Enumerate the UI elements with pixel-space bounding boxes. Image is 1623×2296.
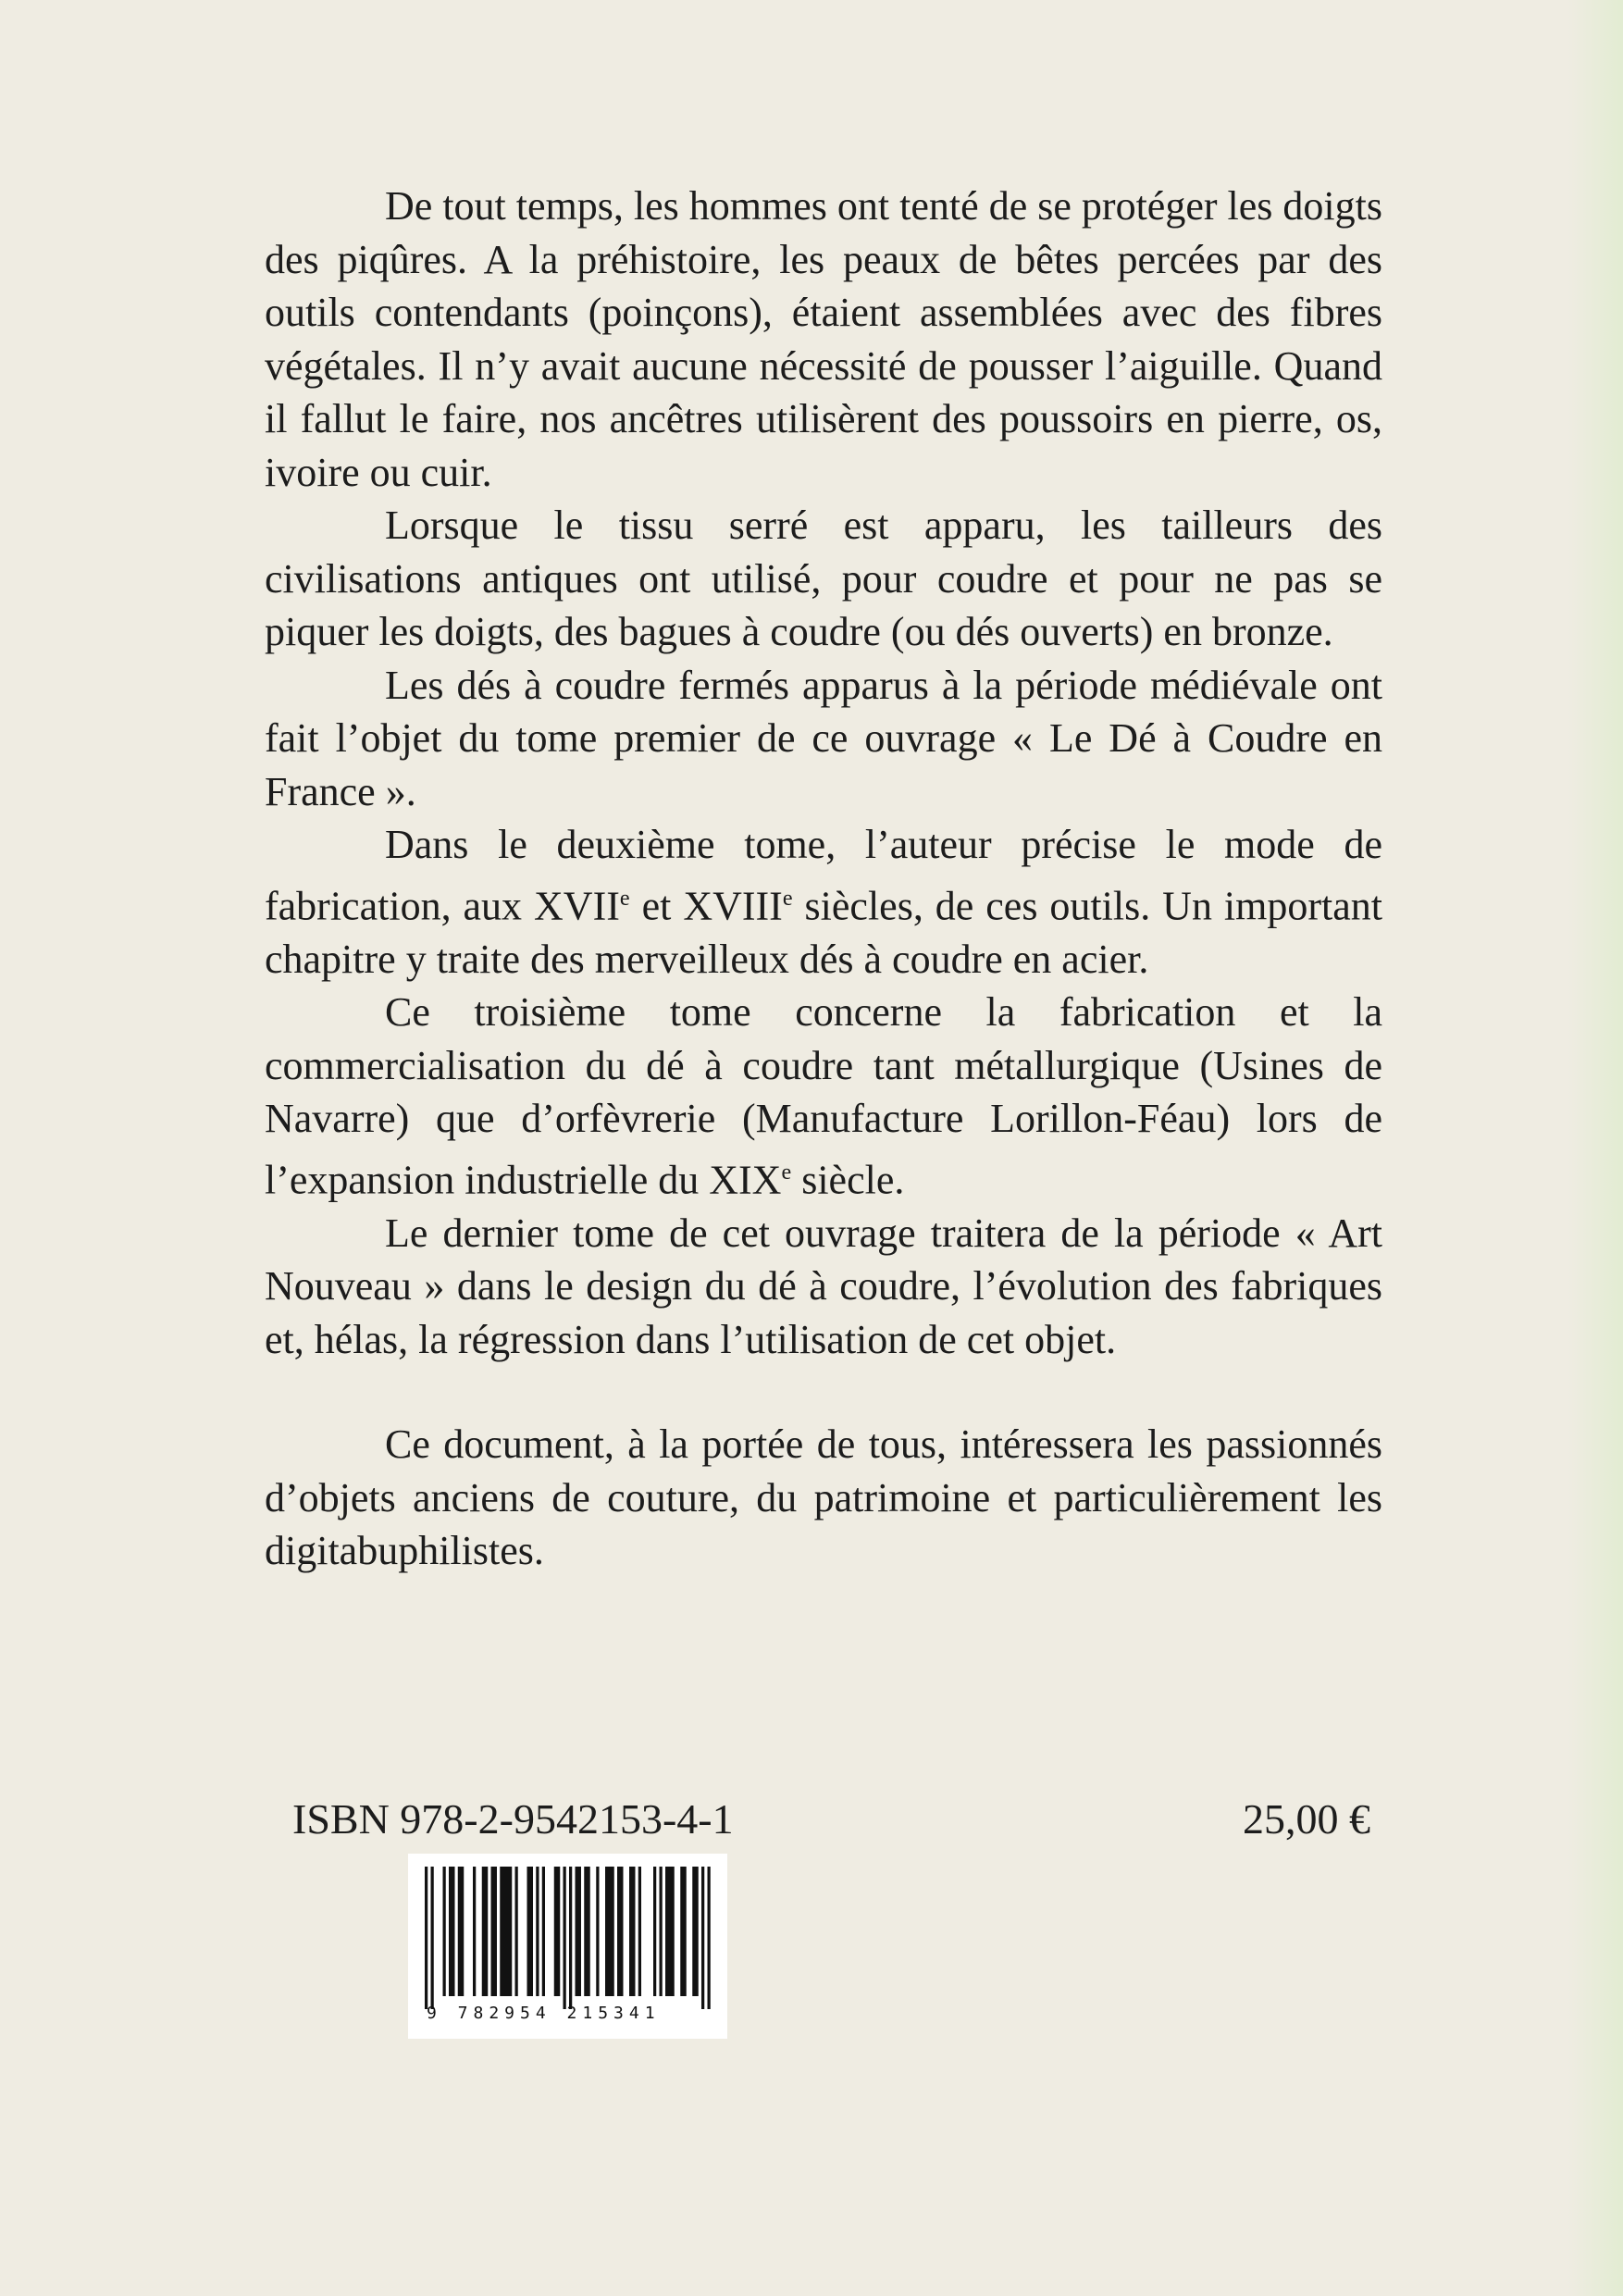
paragraph-3: Les dés à coudre fermés apparus à la période médiévale ont fait l’objet du tome premier de ce ouvrage « Le Dé à Coudre en France ». (265, 662, 1382, 814)
barcode-bar (449, 1867, 455, 1996)
barcode-bar (596, 1867, 599, 1996)
barcode-bar (564, 1867, 566, 2009)
isbn-number: ISBN 978-2-9542153-4-1 (292, 1795, 734, 1843)
barcode-bar (569, 1867, 572, 2009)
barcode-bar (542, 1867, 545, 1996)
page-edge-tint (1567, 0, 1623, 2296)
barcode-bar (692, 1867, 699, 1996)
barcode-bar (653, 1867, 656, 1996)
price: 25,00 € (1243, 1795, 1370, 1843)
paragraph-7: Ce document, à la portée de tous, intéressera les passionnés d’objets anciens de couture, du patrimoine et particulièrement les digitabuphilistes. (265, 1421, 1382, 1574)
barcode-bar (665, 1867, 675, 1996)
barcode-bar (680, 1867, 687, 1996)
barcode-bar (536, 1867, 539, 1996)
barcode-bar (554, 1867, 561, 1996)
barcode-bar (443, 1867, 446, 1996)
barcode-bar (491, 1867, 498, 1996)
barcode-bar (605, 1867, 614, 1996)
barcode-bar (473, 1867, 476, 1996)
paragraph-2: Lorsque le tissu serré est apparu, les tailleurs des civilisations antiques ont utilisé, pour coudre et pour ne pas se piquer les doigts, des bagues à coudre (ou dés ouverts) en bronze. (265, 503, 1382, 654)
barcode-bar (458, 1867, 465, 1996)
barcode-bar (708, 1867, 711, 2009)
barcode-bar (515, 1867, 518, 1996)
paragraph-5: Ce troisième tome concerne la fabrication et la commercialisation du dé à coudre tant métallurgique (Usines de Navarre) que d’orfèvrerie (Manufacture Lorillon-Féau) lors de l’expansion industrielle du XIXe siècle. (265, 989, 1382, 1203)
barcode-bar (500, 1867, 512, 1996)
barcode-bar (584, 1867, 590, 1996)
barcode-bar (425, 1867, 427, 2009)
back-cover-text (265, 180, 1382, 1578)
barcode-bar (629, 1867, 636, 1996)
barcode (408, 1854, 727, 2039)
paragraph-1: De tout temps, les hommes ont tenté de se protéger les doigts des piqûres. A la préhistoire, les peaux de bêtes percées par des outils contendants (poinçons), étaient assemblées avec des fibres végétales. Il n’y avait aucune nécessité de pousser l’aiguille. Quand il fallut le faire, nos ancêtres utilisèrent des poussoirs en pierre, os, ivoire ou cuir. (265, 183, 1382, 495)
barcode-bar (638, 1867, 641, 1996)
barcode-bar (617, 1867, 624, 1996)
barcode-bar (527, 1867, 534, 1996)
barcode-bar (431, 1867, 434, 2009)
barcode-bar (701, 1867, 704, 2009)
barcode-bar (660, 1867, 663, 1996)
barcode-bar (482, 1867, 489, 1996)
paragraph-6: Le dernier tome de cet ouvrage traitera de la période « Art Nouveau » dans le design du dé à coudre, l’évolution des fabriques et, hélas, la régression dans l’utilisation de cet objet. (265, 1210, 1382, 1362)
barcode-digits: 9 782954 215341 (427, 2004, 661, 2023)
paragraph-4: Dans le deuxième tome, l’auteur précise le mode de fabrication, aux XVIIe et XVIIIe siècles, de ces outils. Un important chapitre y traite des merveilleux dés à coudre en acier. (265, 822, 1382, 982)
barcode-bar (576, 1867, 582, 1996)
